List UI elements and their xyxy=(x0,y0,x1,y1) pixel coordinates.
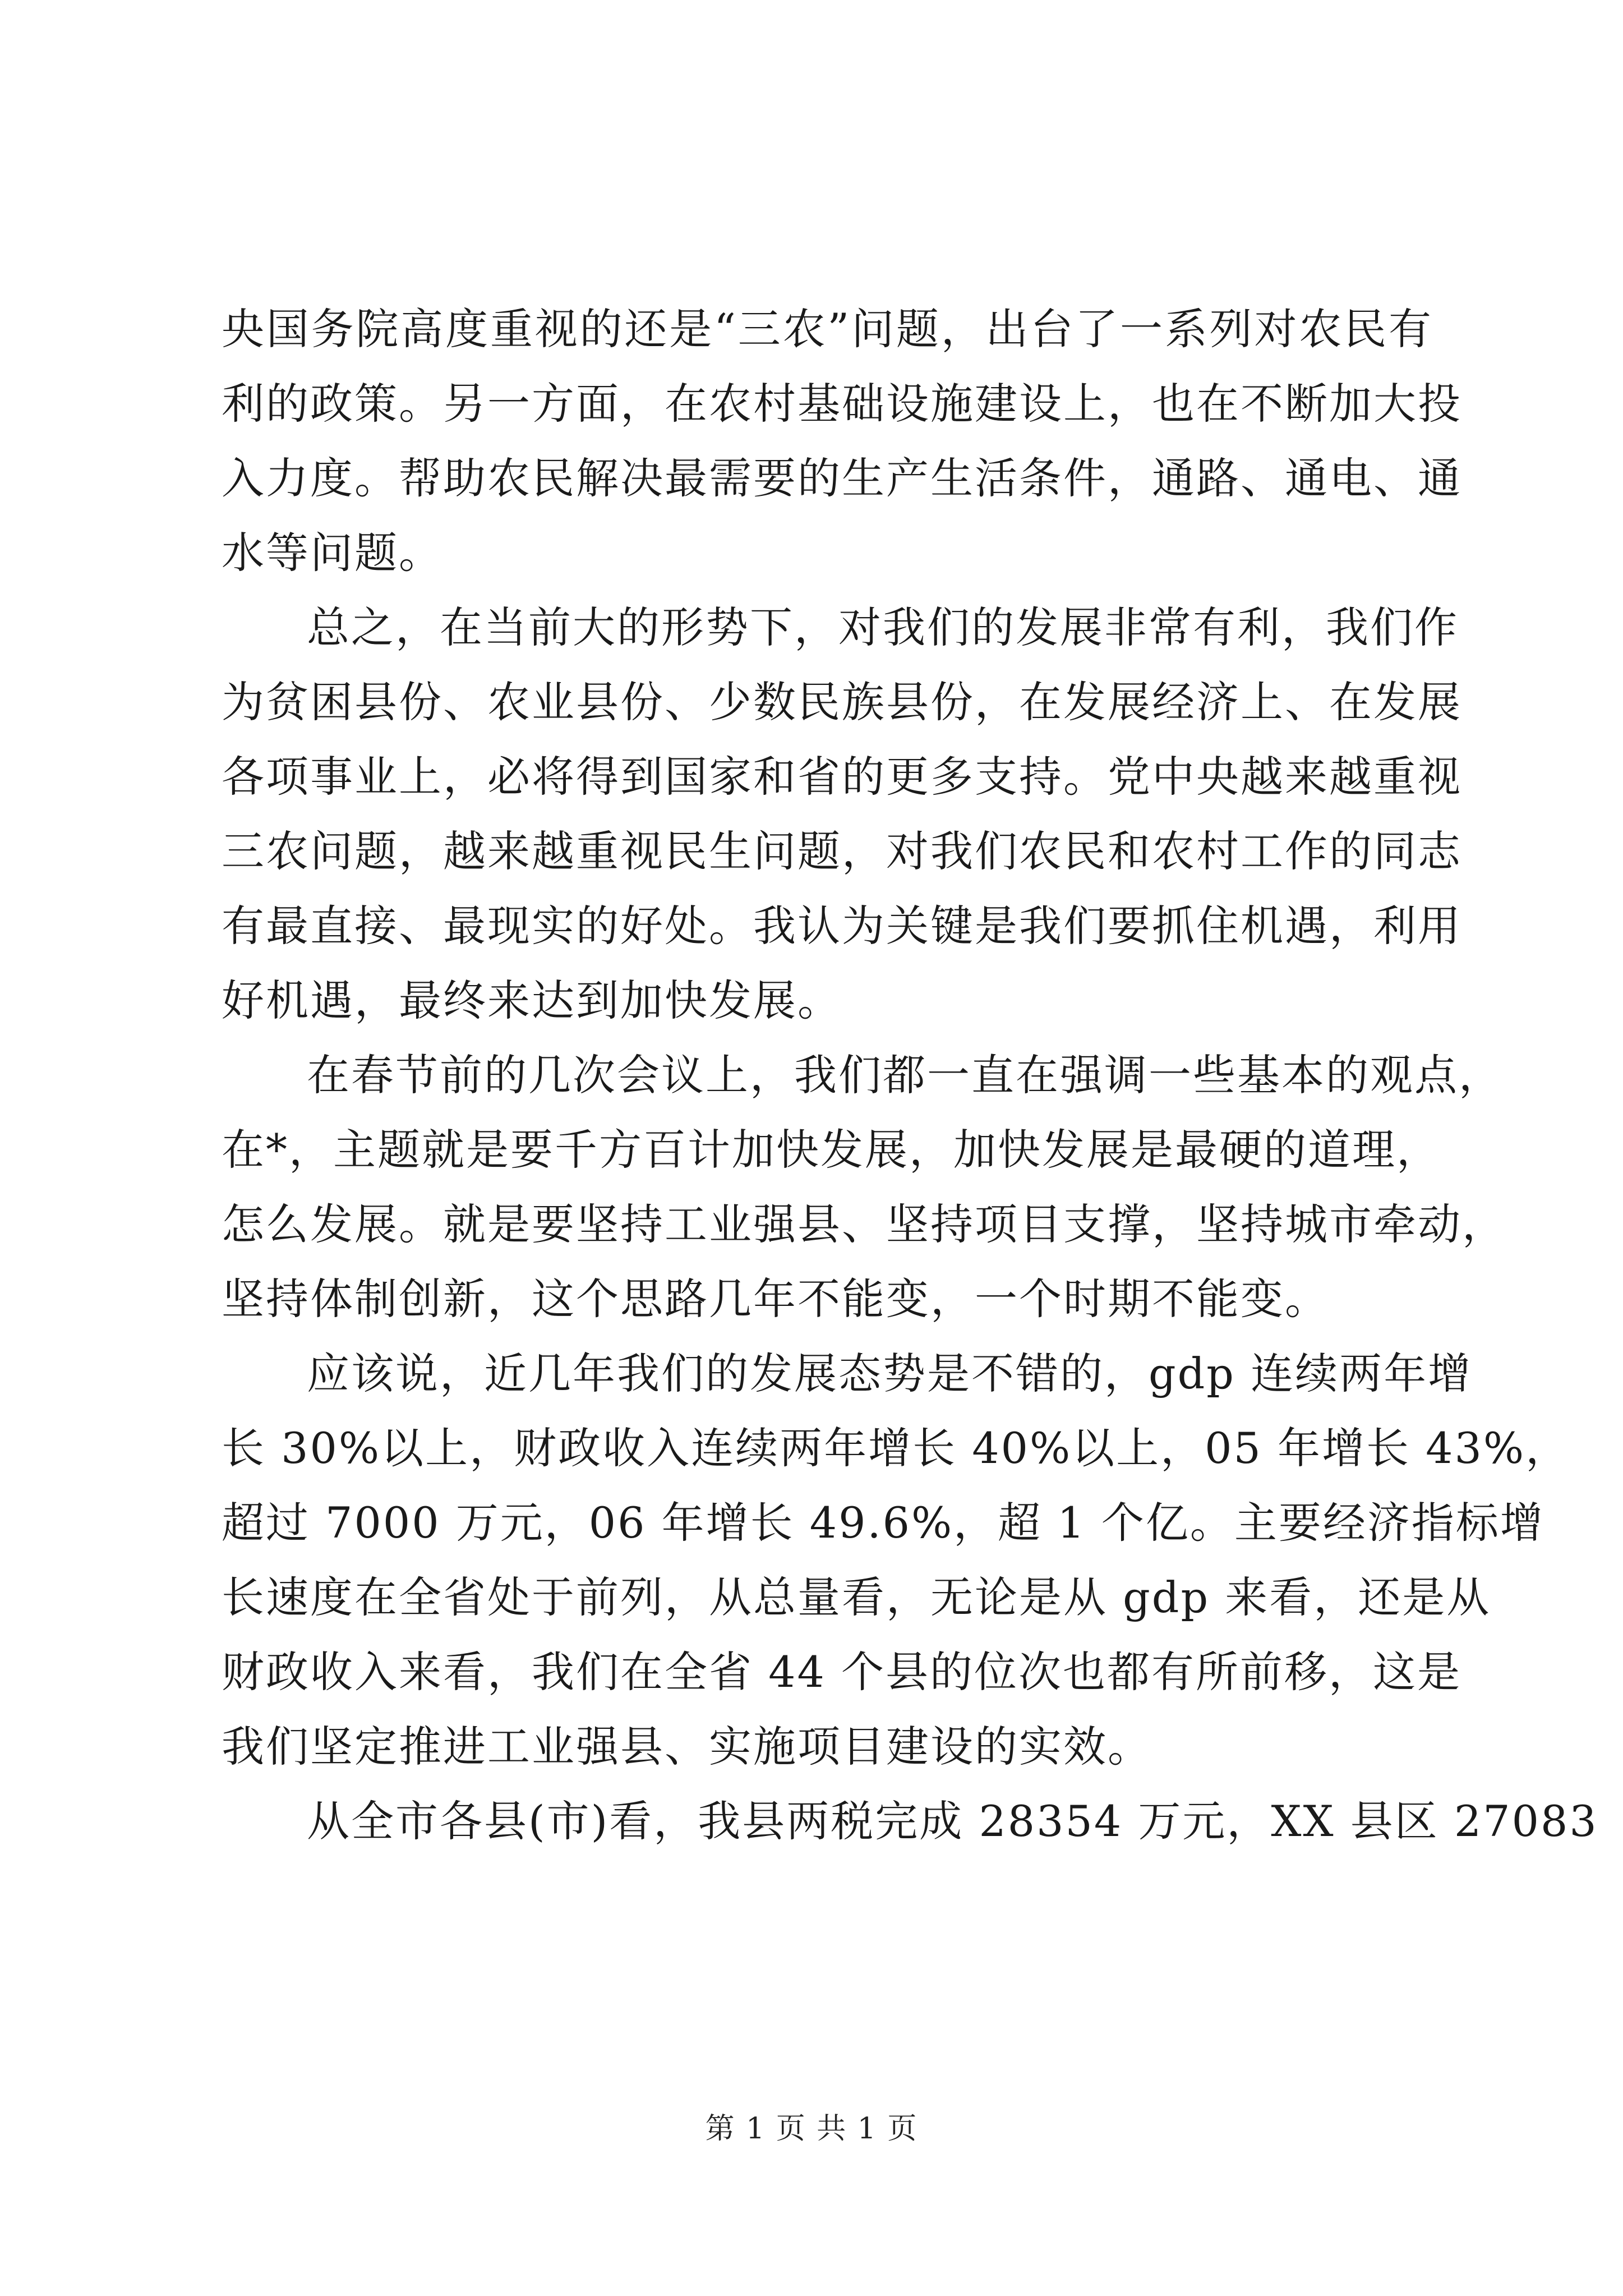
paragraph-first-line: 在春节前的几次会议上，我们都一直在强调一些基本的观点， xyxy=(307,1050,1503,1100)
body-text xyxy=(222,292,1598,1858)
text-line: 央国务院高度重视的还是“三农”问题，出台了一系列对农民有 xyxy=(222,304,1433,354)
text-line: 水等问题。 xyxy=(222,528,443,578)
text-line: 长速度在全省处于前列，从总量看，无论是从 gdp 来看，还是从 xyxy=(222,1572,1491,1622)
paragraph-first-line: 从全市各县(市)看，我县两税完成 28354 万元，XX 县区 27083 xyxy=(307,1796,1598,1846)
text-line: 财政收入来看，我们在全省 44 个县的位次也都有所前移，这是 xyxy=(222,1647,1462,1697)
text-line: 超过 7000 万元，06 年增长 49.6%，超 1 个亿。主要经济指标增 xyxy=(222,1498,1544,1548)
text-line: 入力度。帮助农民解决最需要的生产生活条件，通路、通电、通 xyxy=(222,453,1462,503)
text-line: 怎么发展。就是要坚持工业强县、坚持项目支撑，坚持城市牵动， xyxy=(222,1199,1506,1249)
text-line: 三农问题，越来越重视民生问题，对我们农民和农村工作的同志 xyxy=(222,826,1462,876)
text-line: 在*，主题就是要千方百计加快发展，加快发展是最硬的道理， xyxy=(222,1125,1441,1175)
text-line: 好机遇，最终来达到加快发展。 xyxy=(222,976,842,1025)
text-line: 坚持体制创新，这个思路几年不能变，一个时期不能变。 xyxy=(222,1274,1329,1324)
text-line: 我们坚定推进工业强县、实施项目建设的实效。 xyxy=(222,1722,1152,1772)
text-line: 各项事业上，必将得到国家和省的更多支持。党中央越来越重视 xyxy=(222,752,1462,802)
text-line: 利的政策。另一方面，在农村基础设施建设上，也在不断加大投 xyxy=(222,379,1462,429)
text-line: 为贫困县份、农业县份、少数民族县份，在发展经济上、在发展 xyxy=(222,677,1462,727)
paragraph-first-line: 应该说，近几年我们的发展态势是不错的，gdp 连续两年增 xyxy=(307,1349,1473,1398)
paragraph-first-line: 总之，在当前大的形势下，对我们的发展非常有利，我们作 xyxy=(307,602,1459,652)
page-footer: 第 1 页 共 1 页 xyxy=(705,2112,918,2146)
text-line: 有最直接、最现实的好处。我认为关键是我们要抓住机遇，利用 xyxy=(222,901,1462,951)
text-line: 长 30%以上，财政收入连续两年增长 40%以上，05 年增长 43%， xyxy=(222,1423,1570,1473)
